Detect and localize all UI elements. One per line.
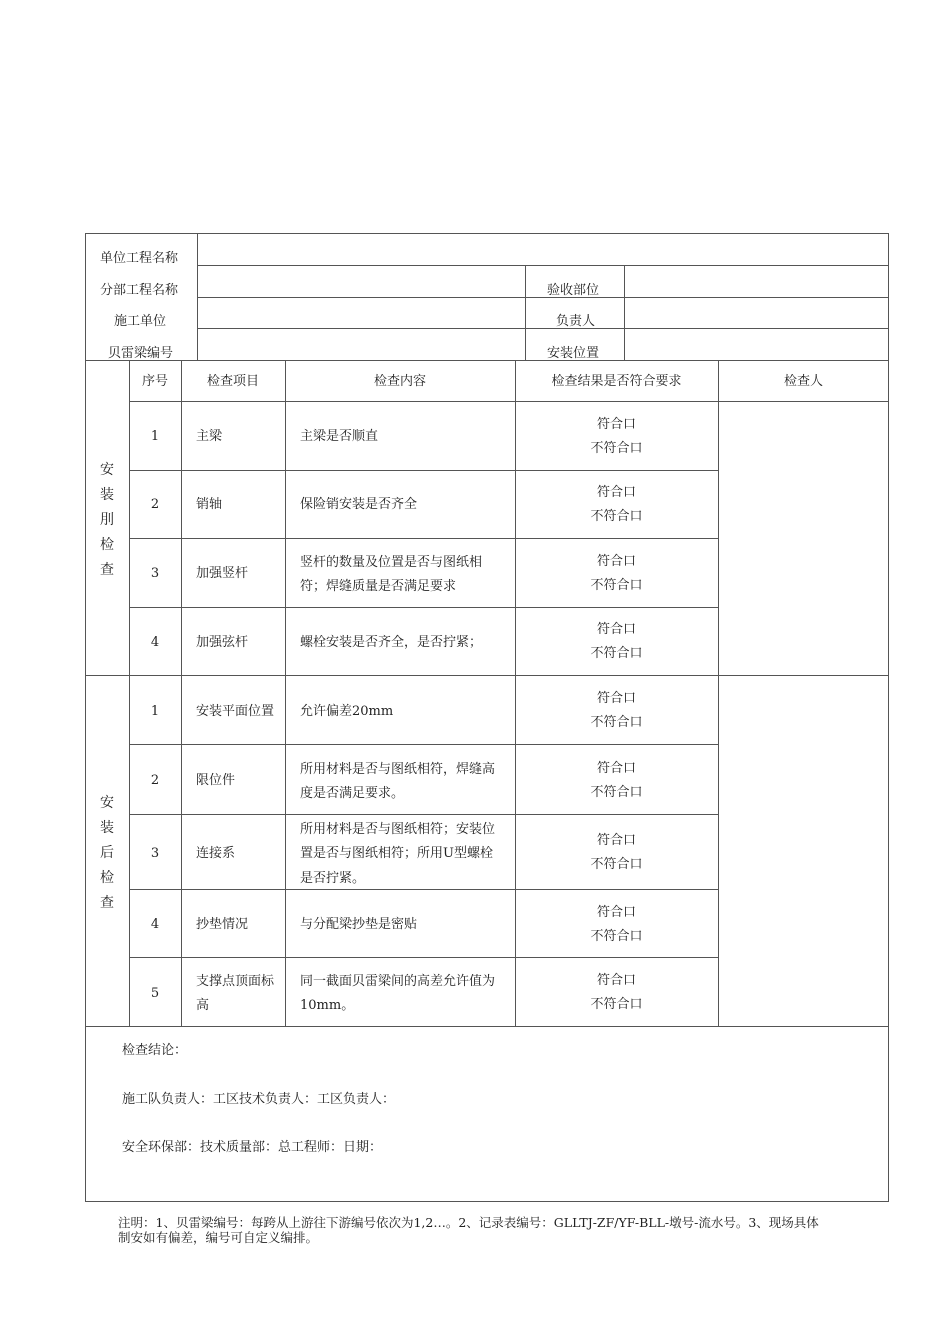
constructor-label: 施工单位 — [114, 314, 167, 329]
column-header-inspector: 检查人 — [783, 374, 823, 389]
row-content-line: 符；焊缝质量是否满足要求 — [300, 579, 457, 594]
row-content-line: 所用材料是否与图纸相符；安装位 — [300, 822, 496, 837]
result-not-ok-option[interactable]: 不符合口 — [590, 715, 643, 730]
post-install-inspector-cell[interactable] — [719, 676, 888, 1026]
constructor-field[interactable] — [198, 298, 525, 328]
grid-line — [85, 360, 889, 361]
section-title-char: 刖 — [100, 512, 114, 528]
section-title-char: 后 — [100, 845, 114, 861]
grid-line — [285, 360, 286, 1026]
row-seq: 1 — [150, 429, 160, 444]
conclusion-label: 检查结论： — [122, 1043, 188, 1058]
grid-line — [129, 957, 718, 958]
result-not-ok-option[interactable]: 不符合口 — [590, 441, 643, 456]
row-content-line: 是否拧紧。 — [300, 871, 366, 886]
unit-project-name-field[interactable] — [198, 234, 888, 265]
row-item: 加强弦杆 — [196, 635, 249, 650]
grid-line — [525, 265, 526, 360]
result-ok-option[interactable]: 符合口 — [596, 485, 636, 500]
result-ok-option[interactable]: 符合口 — [596, 973, 636, 988]
row-content: 螺栓安装是否齐全，是否拧紧； — [300, 635, 483, 650]
column-header-content: 检查内容 — [373, 374, 426, 389]
row-item-line: 支撑点顶面标 — [196, 974, 275, 989]
row-content-line: 10mm。 — [300, 998, 355, 1013]
section-title-char: 检 — [100, 870, 114, 886]
row-content-line: 同一截面贝雷梁间的高差允许值为 — [300, 974, 496, 989]
section-title-char: 查 — [100, 895, 114, 911]
row-content: 与分配梁抄垫是密贴 — [300, 917, 418, 932]
row-content: 主梁是否顺直 — [300, 429, 379, 444]
grid-line — [129, 744, 718, 745]
beam-number-label: 贝雷梁编号 — [108, 346, 174, 361]
sub-project-name-field[interactable] — [198, 266, 525, 297]
row-content-line: 所用材料是否与图纸相符，焊缝高 — [300, 762, 496, 777]
grid-line — [129, 607, 718, 608]
row-seq: 1 — [150, 704, 160, 719]
grid-line — [129, 889, 718, 890]
grid-line — [181, 360, 182, 1026]
install-position-label: 安装位置 — [547, 346, 600, 361]
responsible-person-label: 负责人 — [556, 314, 596, 329]
result-not-ok-option[interactable]: 不符合口 — [590, 785, 643, 800]
result-ok-option[interactable]: 符合口 — [596, 554, 636, 569]
column-header-seq: 序号 — [141, 374, 168, 389]
row-content-line: 置是否与图纸相符；所用U型螺栓 — [300, 846, 493, 861]
result-not-ok-option[interactable]: 不符合口 — [590, 929, 643, 944]
row-item: 限位件 — [196, 773, 236, 788]
pre-install-inspector-cell[interactable] — [719, 402, 888, 675]
result-not-ok-option[interactable]: 不符合口 — [590, 578, 643, 593]
result-ok-option[interactable]: 符合口 — [596, 761, 636, 776]
install-position-field[interactable] — [625, 329, 888, 360]
row-item: 抄垫情况 — [196, 917, 249, 932]
section-title-char: 装 — [100, 820, 114, 836]
row-item-line: 高 — [196, 998, 210, 1013]
result-ok-option[interactable]: 符合口 — [596, 417, 636, 432]
conclusion-dept-line: 安全环保部：技术质量部：总工程师：日期： — [122, 1140, 383, 1155]
grid-line — [85, 1026, 889, 1027]
result-not-ok-option[interactable]: 不符合口 — [590, 646, 643, 661]
row-seq: 4 — [150, 635, 160, 650]
result-not-ok-option[interactable]: 不符合口 — [590, 509, 643, 524]
section-title-char: 安 — [100, 795, 114, 811]
column-header-item: 检查项目 — [206, 374, 259, 389]
unit-project-name-label: 单位工程名称 — [100, 251, 179, 266]
column-header-result: 检查结果是否符合要求 — [551, 374, 682, 389]
conclusion-signers-line: 施工队负责人：工区技术负责人：工区负责人： — [122, 1092, 396, 1107]
result-ok-option[interactable]: 符合口 — [596, 691, 636, 706]
row-item: 连接系 — [196, 846, 236, 861]
result-ok-option[interactable]: 符合口 — [596, 905, 636, 920]
section-title-char: 检 — [100, 537, 114, 553]
section-title-char: 装 — [100, 487, 114, 503]
section-title-char: 查 — [100, 562, 114, 578]
acceptance-part-label: 验收部位 — [547, 283, 600, 298]
footnote: 注明：1、贝雷梁编号：每跨从上游往下游编号依次为1,2…。2、记录表编号：GLLTJ-ZF/YF-BLL-墩号-流水号。3、现场具体制安如有偏差，编号可自定义编排。 — [118, 1215, 819, 1245]
post-install-section-title — [97, 791, 117, 916]
result-not-ok-option[interactable]: 不符合口 — [590, 857, 643, 872]
row-seq: 3 — [150, 846, 160, 861]
row-seq: 3 — [150, 566, 160, 581]
row-content-line: 度是否满足要求。 — [300, 786, 405, 801]
row-content: 保险销安装是否齐全 — [300, 497, 418, 512]
sub-project-name-label: 分部工程名称 — [100, 283, 179, 298]
pre-install-section-title — [97, 458, 117, 583]
responsible-person-field[interactable] — [625, 298, 888, 328]
grid-line — [129, 470, 718, 471]
row-seq: 2 — [150, 773, 160, 788]
row-content-line: 竖杆的数量及位置是否与图纸相 — [300, 555, 483, 570]
row-item: 销轴 — [196, 497, 223, 512]
row-content: 允许偏差20mm — [300, 704, 394, 719]
result-not-ok-option[interactable]: 不符合口 — [590, 997, 643, 1012]
grid-line — [129, 538, 718, 539]
row-item: 主梁 — [196, 429, 223, 444]
row-seq: 2 — [150, 497, 160, 512]
beam-number-field[interactable] — [198, 329, 525, 360]
row-seq: 4 — [150, 917, 160, 932]
row-item: 安装平面位置 — [196, 704, 275, 719]
result-ok-option[interactable]: 符合口 — [596, 622, 636, 637]
acceptance-part-field[interactable] — [625, 266, 888, 297]
row-item: 加强竖杆 — [196, 566, 249, 581]
row-seq: 5 — [150, 986, 160, 1001]
result-ok-option[interactable]: 符合口 — [596, 833, 636, 848]
section-title-char: 安 — [100, 462, 114, 478]
grid-line — [129, 814, 718, 815]
